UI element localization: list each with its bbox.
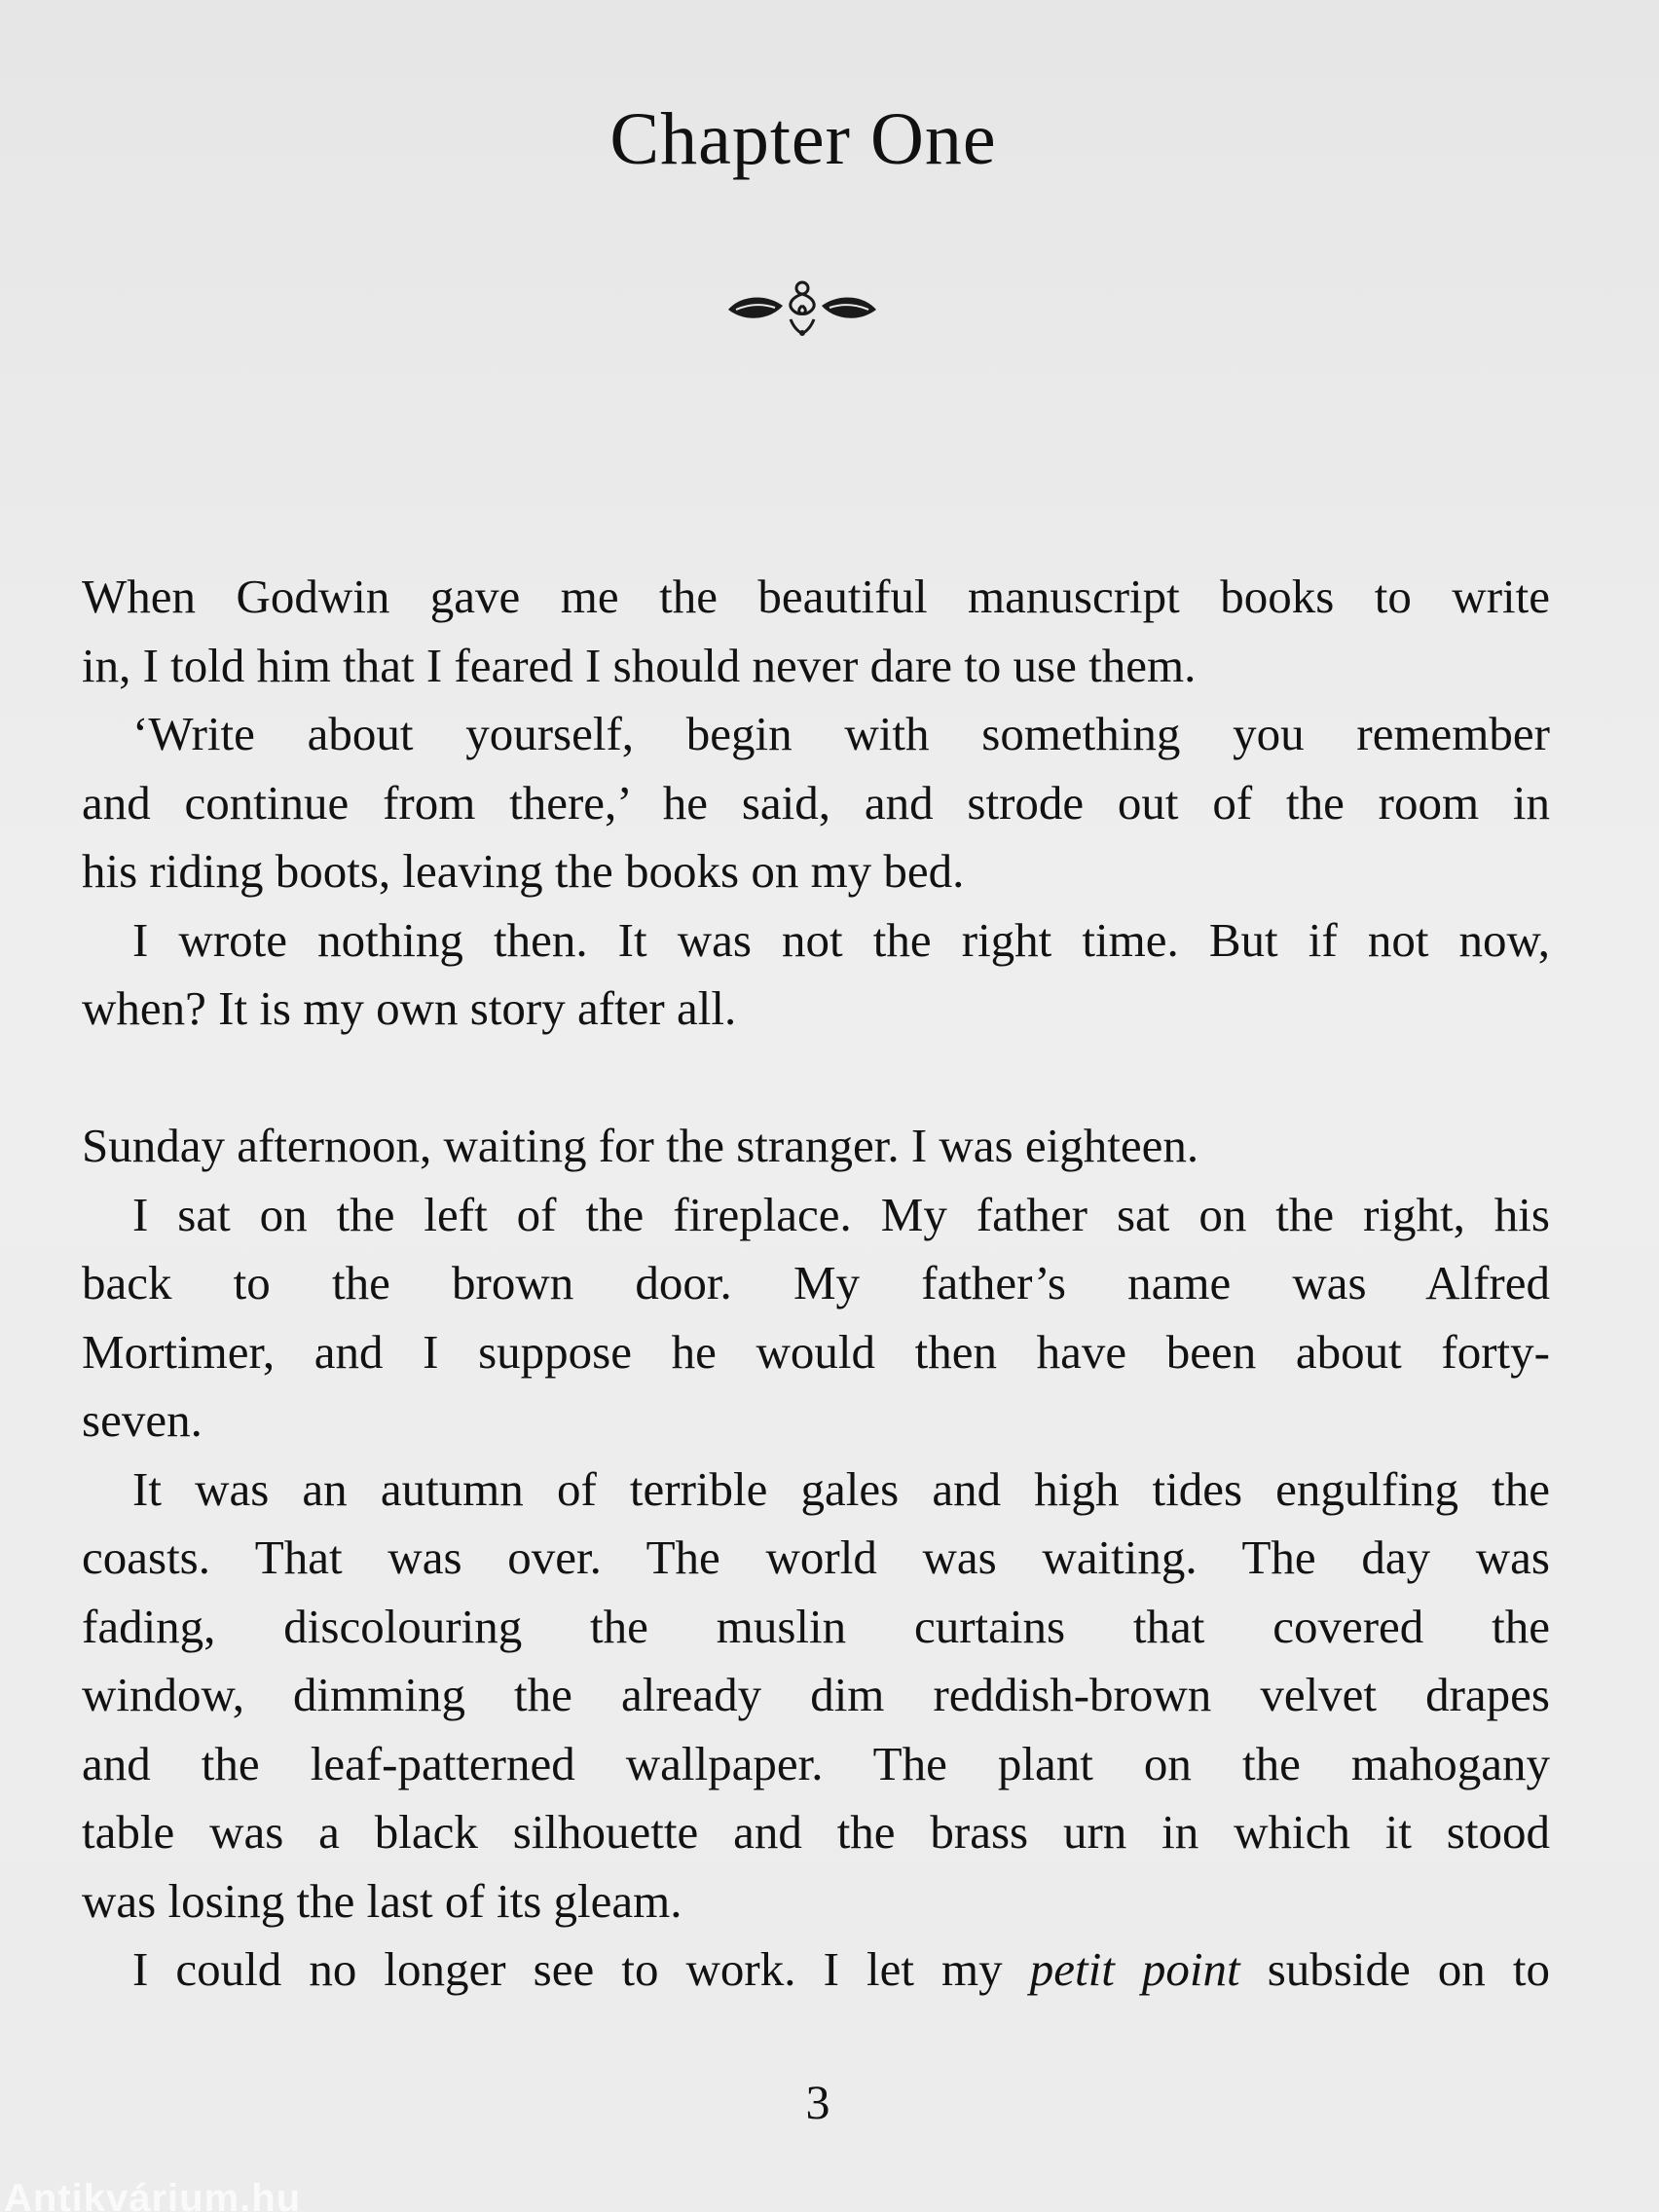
watermark-text: Antikvárium.hu bbox=[4, 2177, 302, 2212]
text-line: and the leaf-patterned wallpaper. The plant on the mahogany bbox=[82, 1736, 1550, 1790]
fleuron-ornament-icon bbox=[722, 276, 882, 339]
chapter-body-text bbox=[82, 563, 1550, 2005]
italic-phrase: petit point bbox=[1029, 1942, 1240, 1996]
page-number: 3 bbox=[805, 2075, 830, 2129]
text-line: It was an autumn of terrible gales and high tides engulfing the bbox=[132, 1461, 1550, 1516]
text-line: was losing the last of its gleam. bbox=[82, 1873, 682, 1928]
text-line: When Godwin gave me the beautiful manuscript books to write bbox=[82, 570, 1550, 623]
text-line: Mortimer, and I suppose he would then have been about forty- bbox=[82, 1324, 1550, 1379]
text-line-last bbox=[82, 1936, 1550, 2005]
text-line: his riding boots, leaving the books on my bed. bbox=[82, 844, 965, 898]
text-line: window, dimming the already dim reddish-brown velvet drapes bbox=[82, 1668, 1550, 1721]
text-line: ‘Write about yourself, begin with something you remember bbox=[132, 707, 1550, 760]
chapter-title: Chapter One bbox=[609, 98, 997, 180]
text-line: in, I told him that I feared I should never dare to use them. bbox=[82, 638, 1197, 692]
text-segment: subside on to bbox=[1239, 1942, 1550, 1996]
text-line: and continue from there,’ he said, and strode out of the room in bbox=[82, 775, 1550, 830]
section-break bbox=[82, 1044, 1550, 1113]
text-line: I sat on the left of the fireplace. My father sat on the right, his bbox=[132, 1187, 1550, 1241]
text-line: when? It is my own story after all. bbox=[82, 981, 737, 1035]
text-line: Sunday afternoon, waiting for the stranger. I was eighteen. bbox=[82, 1119, 1199, 1172]
text-segment: I could no longer see to work. I let my bbox=[132, 1942, 1030, 1996]
text-line: seven. bbox=[82, 1393, 203, 1447]
text-line: table was a black silhouette and the brass urn in which it stood bbox=[82, 1805, 1550, 1859]
text-line: I wrote nothing then. It was not the right time. But if not now, bbox=[132, 912, 1550, 967]
text-line: back to the brown door. My father’s name was Alfred bbox=[82, 1256, 1550, 1309]
text-line: fading, discolouring the muslin curtains that covered the bbox=[82, 1599, 1550, 1653]
text-line: coasts. That was over. The world was waiting. The day was bbox=[82, 1530, 1550, 1584]
